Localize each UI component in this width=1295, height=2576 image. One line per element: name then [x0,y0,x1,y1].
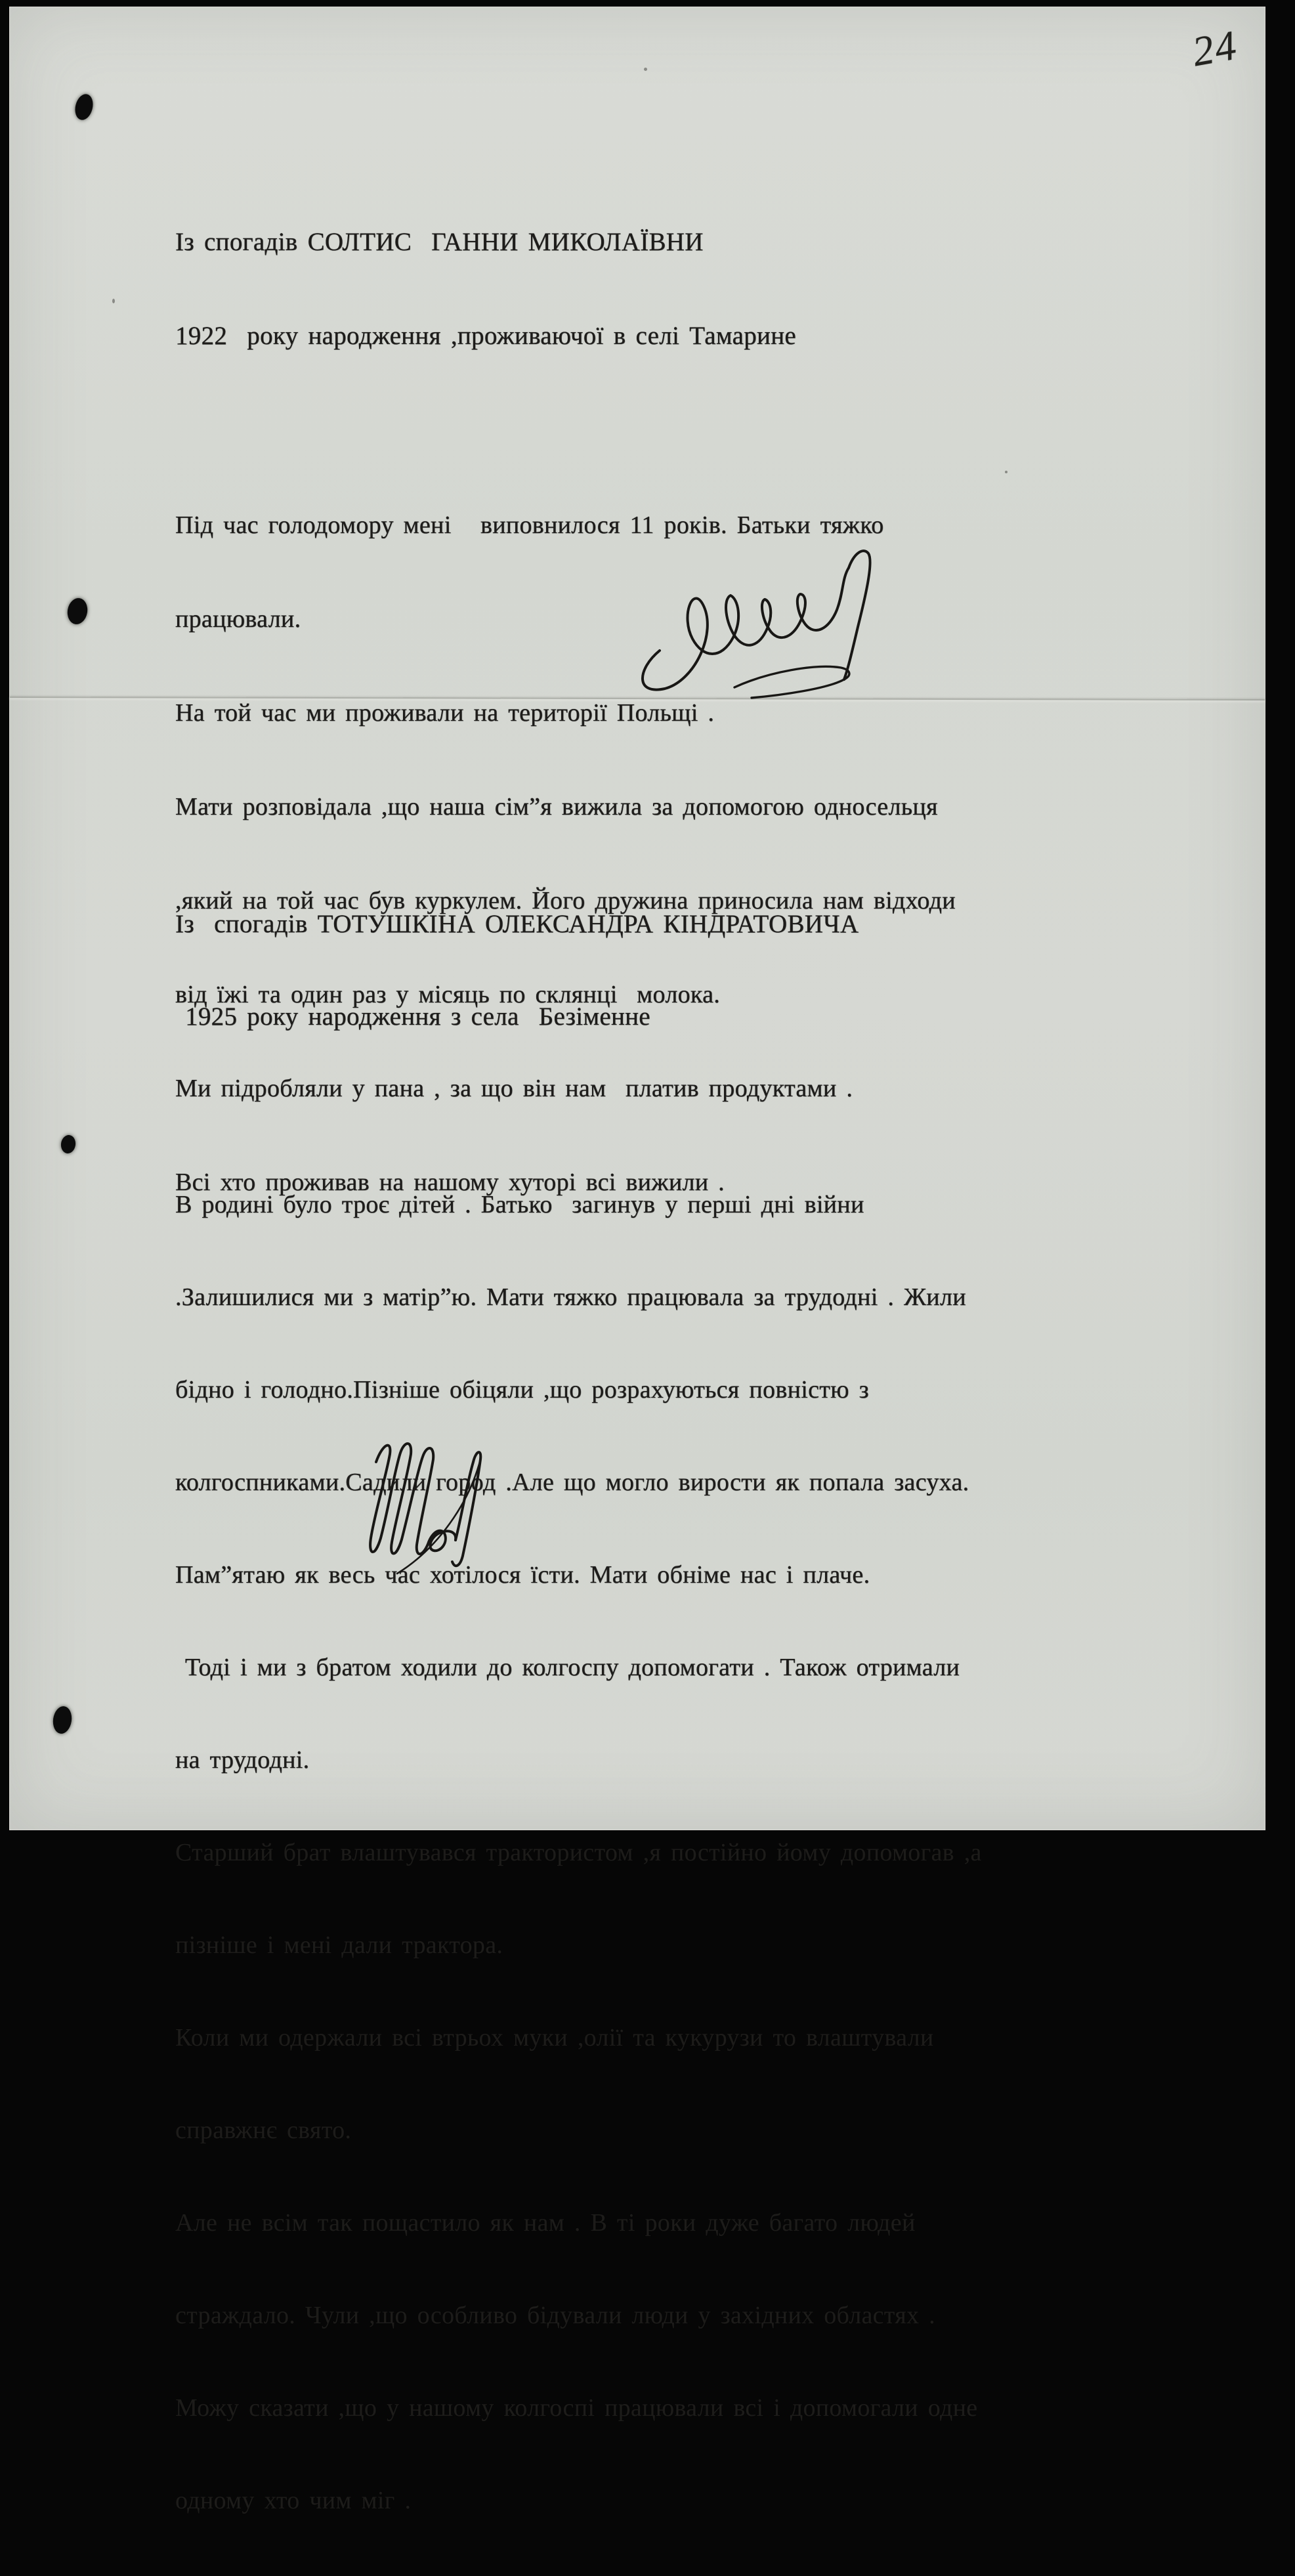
testimony1-line: від їжі та один раз у місяць по склянці молока. [175,981,721,1008]
testimony1-line: ,який на той час був куркулем. Його дружина приносила нам відходи [175,887,956,914]
page-number-handwritten: 24 [1189,21,1241,75]
testimony2-title-line2: 1925 року народження з села Безіменне [175,1002,650,1031]
testimony2-line: Старший брат влаштувався трактористом ,я постійно йому допомогав ,а [175,1839,982,1866]
testimony1-line: Під час голодомору мені виповнилося 11 років. Батьки тяжко [175,511,884,539]
testimony2-line: одному хто чим міг . [175,2487,412,2514]
scanned-document-page [9,7,1265,2514]
testimony1-line: Ми підробляли у пана , за що він нам платив продуктами . [175,1075,853,1102]
testimony2-line: справжнє свято. [175,2116,352,2144]
punch-hole [60,1134,77,1155]
testimony1-line: працювали. [175,605,301,633]
signature-handwritten-testimony2 [356,1433,494,1581]
testimony1-title-line1: Із спогадів СОЛТИС ГАННИ МИКОЛАЇВНИ [175,228,704,256]
testimony2-line: В родині було троє дітей . Батько загинув у перші дні війни [175,1191,864,1218]
punch-hole [66,597,89,626]
testimony2-line: Коли ми одержали всі втрьох муки ,олії та кукурузи то влаштували [175,2024,934,2051]
testimony2-line: колгоспниками.Садили город .Але що могло вирости як попала засуха. [175,1469,969,1496]
testimony2-line: .Залишилися ми з матір”ю. Мати тяжко працювала за трудодні . Жили [175,1283,966,1311]
signature-handwritten-testimony1 [619,539,881,703]
spacer [175,412,1173,450]
testimony1-line: На той час ми проживали на території Польщі . [175,699,715,727]
testimony2-line: страждало. Чули ,що особливо бідували люди у західних областях . [175,2302,935,2329]
testimony2-line: Тоді і ми з братом ходили до колгоспу допомогати . Також отримали [175,1654,960,1681]
testimony2-line: пізніше і мені дали трактора. [175,1931,503,1959]
testimony2-title-line1: Із спогадів ТОТУШКІНА ОЛЕКСАНДРА КІНДРАТОВИЧА [175,910,859,938]
testimony2-line: Пам”ятаю як весь час хотілося їсти. Мати обніме нас і плаче. [175,1561,870,1589]
testimony2-line: Але не всім так пощастило як нам . В ті роки дуже багато людей [175,2209,916,2237]
spacer [175,1092,1173,1130]
testimony2-line: бідно і голодно.Пізніше обіцяли ,що розрахуються повністю з [175,1376,869,1404]
testimony1-line: Всі хто проживав на нашому хуторі всі вижили . [175,1169,725,1196]
dust-speck [644,68,647,71]
dust-speck [112,299,115,303]
punch-hole [73,92,96,121]
testimony2-line: Можу сказати ,що у нашому колгоспі працювали всі і допомогали одне [175,2394,978,2422]
testimony2-line: на трудодні. [175,1746,310,1774]
testimony1-title-line2: 1922 року народження ,проживаючої в селі Тамарине [175,322,796,350]
punch-hole [51,1705,74,1734]
testimony2-block [175,849,1173,2576]
testimony1-line: Мати розповідала ,що наша сім”я вижила за допомогою односельця [175,793,938,821]
